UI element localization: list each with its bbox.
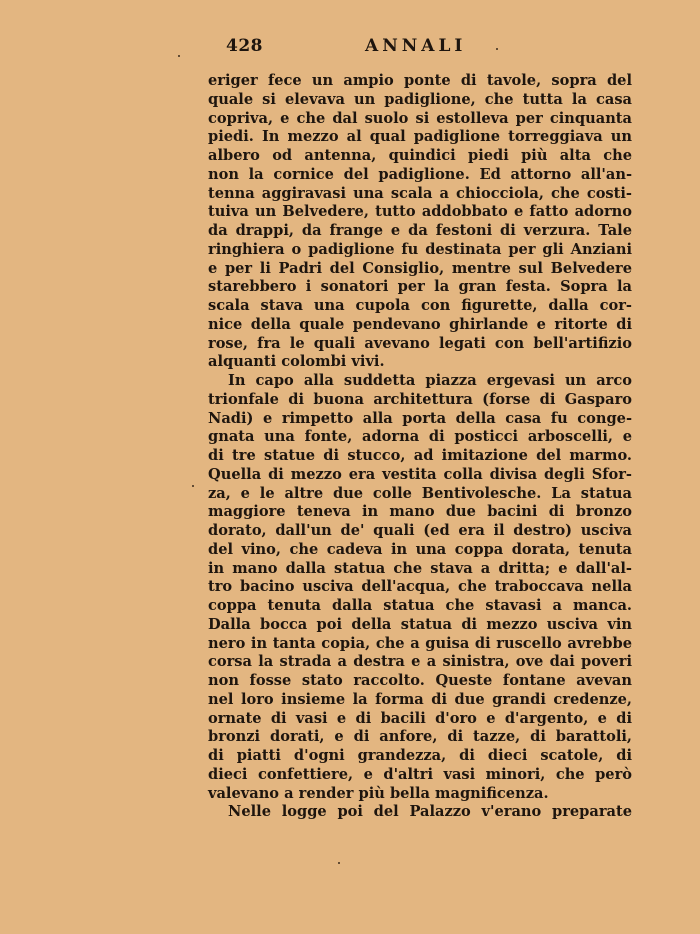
text-line: del vino, che cadeva in una coppa dorata, tenuta [208,540,632,558]
text-line: alquanti colombi vivi. [208,353,385,371]
text-line: piedi. In mezzo al qual padiglione torreggiava un [208,128,632,146]
text-line: in mano dalla statua che stava a dritta; e dall'al- [208,559,632,577]
print-speck [178,55,180,57]
text-line: za, e le altre due colle Bentivolesche. La statua [208,484,632,502]
text-line: In capo alla suddetta piazza ergevasi un arco [228,372,632,389]
print-speck [338,862,340,864]
text-line: corsa la strada a destra e a sinistra, ove dai poveri [208,653,632,671]
text-line: ringhiera o padiglione fu destinata per gli Anziani [208,240,632,258]
running-head: ANNALI [365,36,467,56]
text-line: non fosse stato raccolto. Queste fontane avevan [208,672,632,689]
text-line: tuiva un Belvedere, tutto addobbato e fatto adorno [208,203,632,221]
text-line: tro bacino usciva dell'acqua, che traboccava nella [208,578,632,596]
text-line: valevano a render più bella magnificenza. [208,784,549,802]
text-line: Dalla bocca poi della statua di mezzo usciva vin [208,615,632,633]
print-speck [496,48,498,50]
text-line: nel loro insieme la forma di due grandi credenze, [208,690,632,708]
text-line: Nelle logge poi del Palazzo v'erano preparate [228,803,632,821]
text-line: scala stava una cupola con figurette, dalla cor- [208,297,632,314]
text-line: starebbero i sonatori per la gran festa. Sopra la [208,278,632,296]
text-line: bronzi dorati, e di anfore, di tazze, di barattoli, [208,728,632,746]
text-line: Quella di mezzo era vestita colla divisa degli Sfor- [208,465,632,483]
text-line: albero od antenna, quindici piedi più alta che [208,147,632,164]
text-line: eriger fece un ampio ponte di tavole, sopra del [208,72,632,89]
text-line: quale si elevava un padiglione, che tutta la casa [208,90,632,108]
text-line: coppa tenuta dalla statua che stavasi a manca. [208,597,632,614]
body-text [208,72,632,822]
text-line: maggiore teneva in mano due bacini di bronzo [208,503,632,521]
text-line: non la cornice del padiglione. Ed attorno all'an- [208,165,632,183]
text-line: rose, fra le quali avevano legati con bell'artifizio [208,334,632,352]
print-speck [192,485,194,487]
text-line: Nadi) e rimpetto alla porta della casa fu conge- [208,409,632,427]
page-header [208,36,632,62]
text-line: copriva, e che dal suolo si estolleva per cinquanta [208,109,632,127]
text-line: ornate di vasi e di bacili d'oro e d'argento, e di [208,709,632,727]
text-line: tenna aggiravasi una scala a chiocciola, che costi- [208,184,632,202]
text-line: trionfale di buona architettura (forse di Gasparo [208,390,632,408]
text-line: e per li Padri del Consiglio, mentre sul Belvedere [208,259,632,277]
text-line: di tre statue di stucco, ad imitazione del marmo. [208,447,632,464]
text-line: dieci confettiere, e d'altri vasi minori, che però [208,765,632,783]
text-line: nice della quale pendevano ghirlande e ritorte di [208,315,632,333]
text-line: nero in tanta copia, che a guisa di ruscello avrebbe [208,634,632,652]
text-line: di piatti d'ogni grandezza, di dieci scatole, di [208,747,632,764]
text-line: gnata una fonte, adorna di posticci arboscelli, e [208,428,632,446]
text-line: da drappi, da frange e da festoni di verzura. Tale [208,222,632,239]
text-line: dorato, dall'un de' quali (ed era il destro) usciva [208,522,632,539]
page-number: 428 [226,36,263,56]
